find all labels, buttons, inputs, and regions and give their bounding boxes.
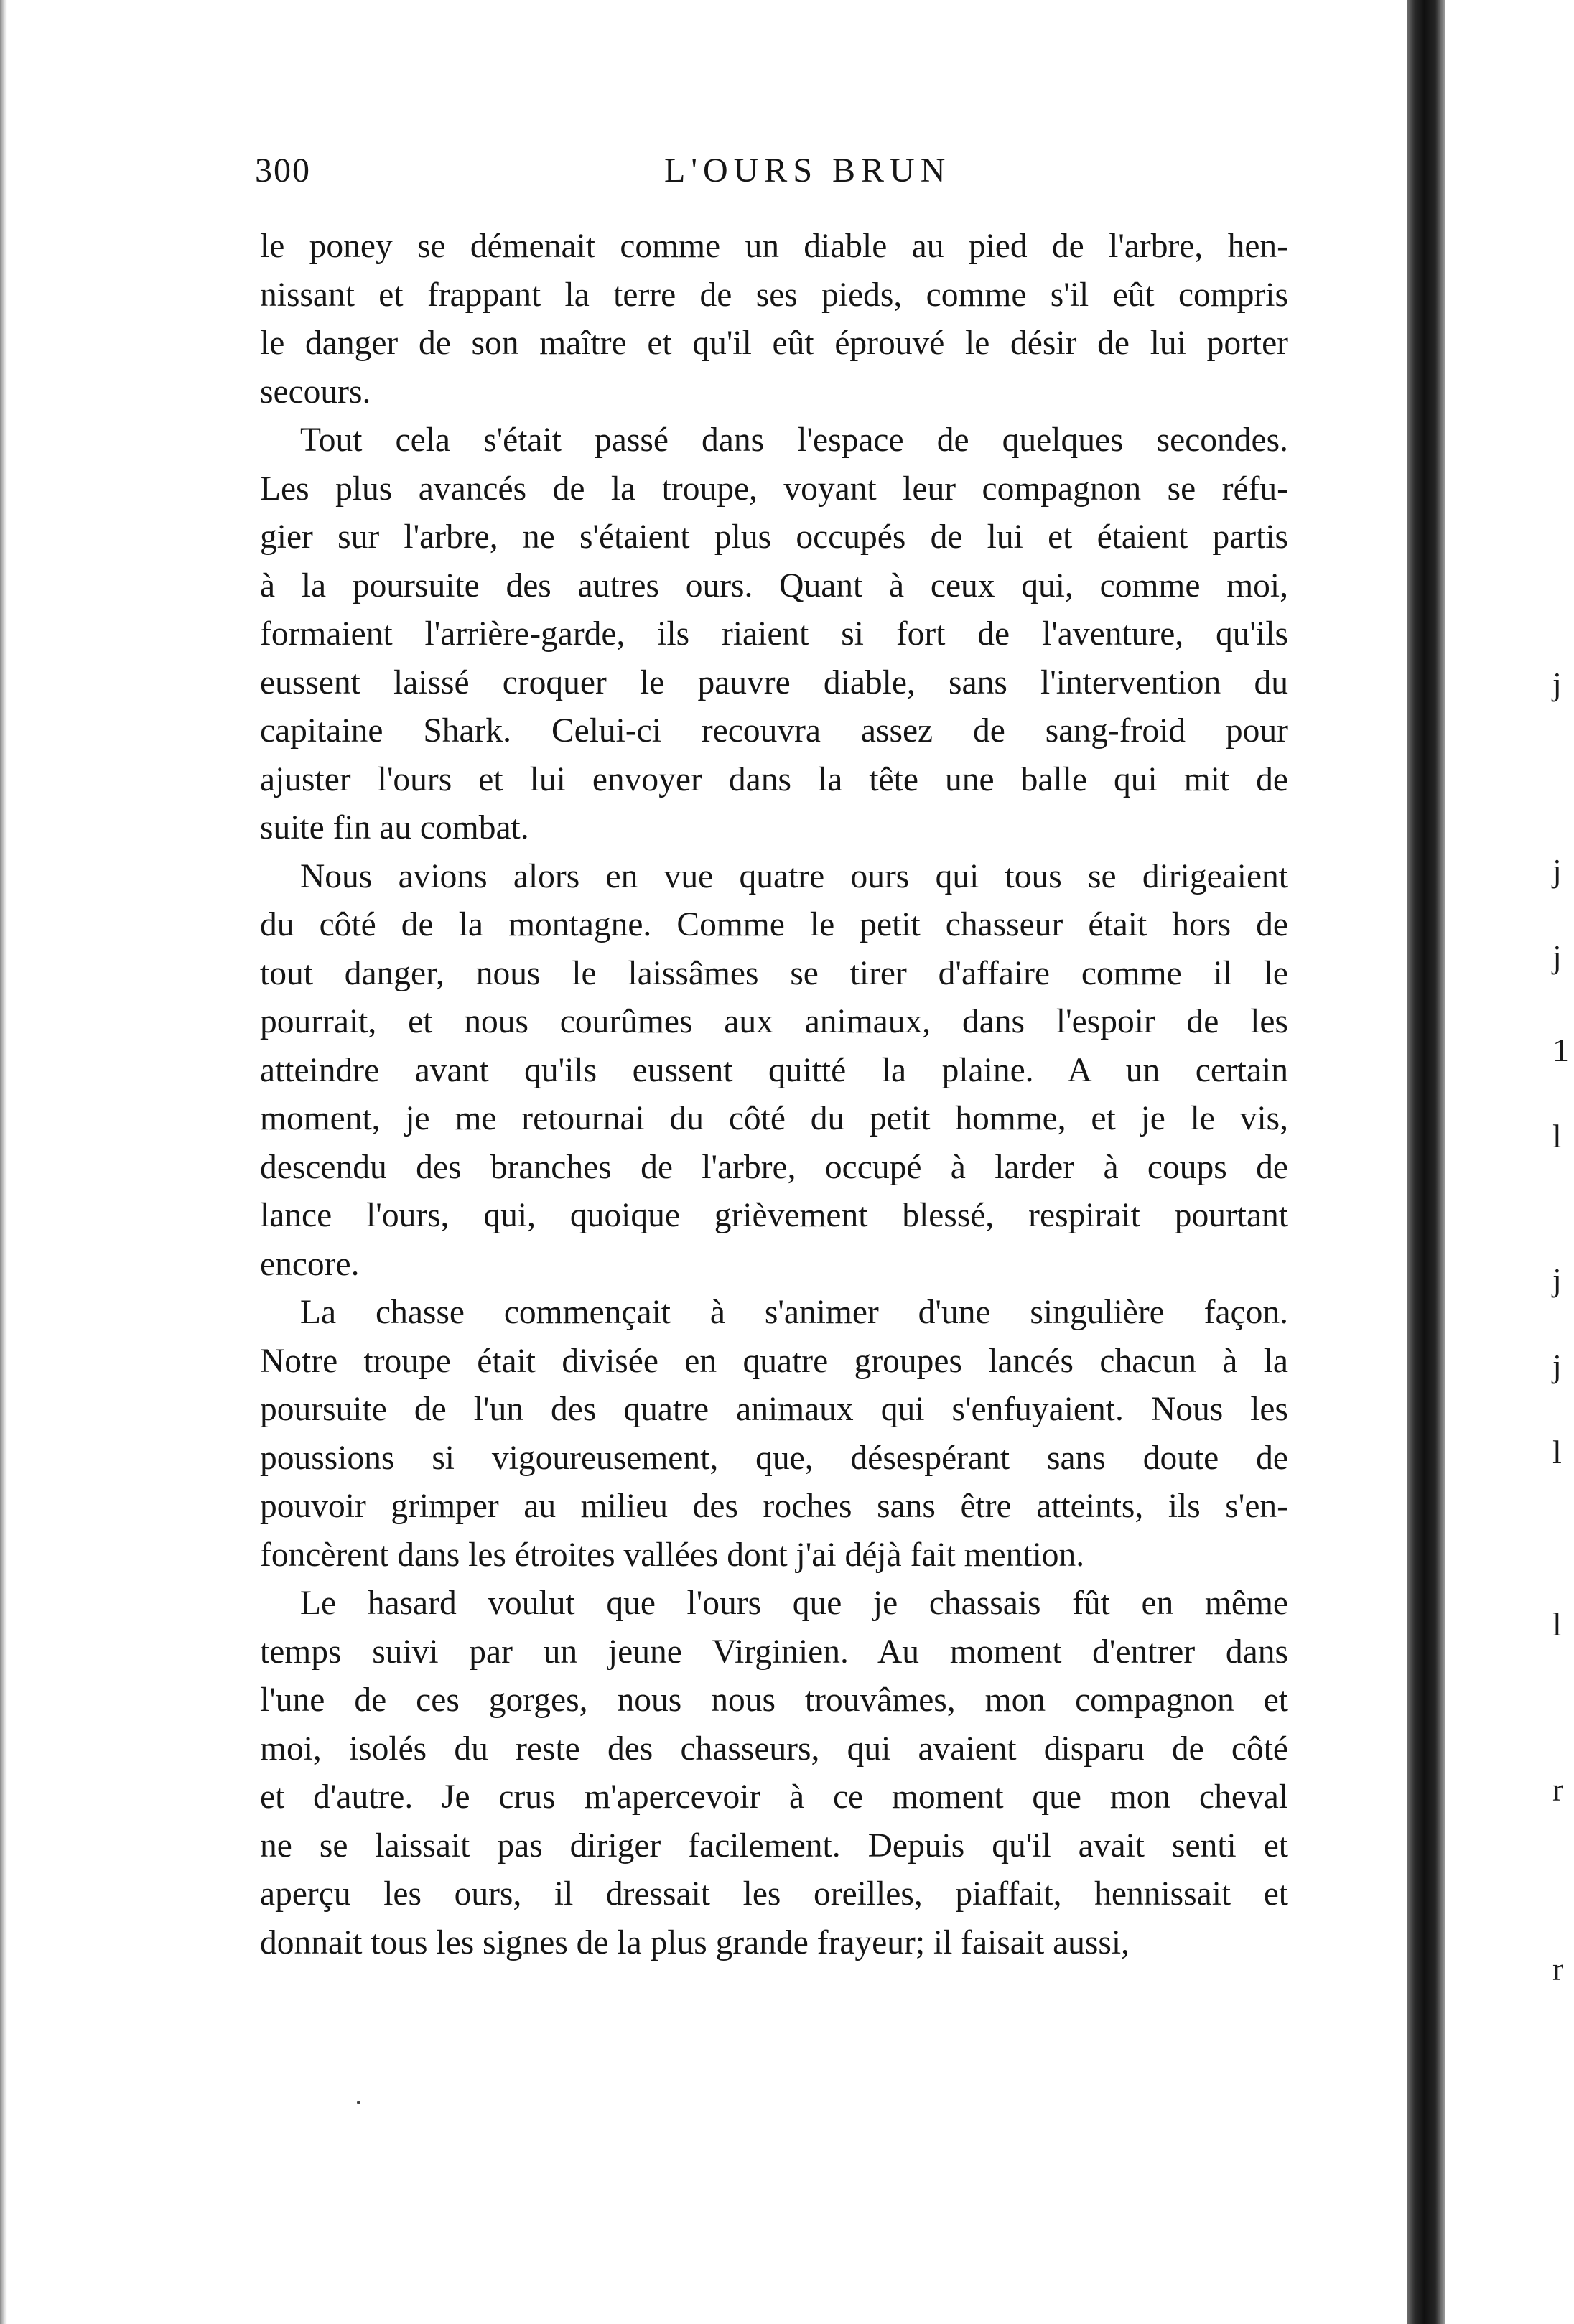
running-head <box>255 151 1296 194</box>
text-line: le danger de son maître et qu'il eût éprouvé le désir de lui porter <box>260 325 1288 362</box>
facing-page-fragment: 1 <box>1552 1032 1569 1068</box>
facing-page-fragment: j <box>1552 1261 1562 1298</box>
text-line: Notre troupe était divisée en quatre groupes lancés chacun à la <box>260 1342 1288 1380</box>
text-line: et d'autre. Je crus m'apercevoir à ce moment que mon cheval <box>260 1778 1288 1816</box>
running-title: L'OURS BRUN <box>664 151 951 190</box>
scan-speck <box>357 2101 360 2104</box>
text-line: foncèrent dans les étroites vallées dont j'ai déjà fait mention. <box>260 1536 1085 1574</box>
facing-page-fragment: l <box>1552 1434 1562 1470</box>
facing-page-fragment: j <box>1552 666 1562 702</box>
text-line: pourrait, et nous courûmes aux animaux, dans l'espoir de les <box>260 1003 1288 1040</box>
facing-page-fragment: j <box>1552 852 1562 889</box>
text-line: moment, je me retournai du côté du petit homme, et je le vis, <box>260 1100 1288 1137</box>
text-line: ne se laissait pas diriger facilement. Depuis qu'il avait senti et <box>260 1826 1288 1865</box>
book-gutter <box>1407 0 1445 2324</box>
text-line: encore. <box>260 1245 360 1283</box>
facing-page-fragment: l <box>1552 1118 1562 1154</box>
paragraph <box>260 416 1288 853</box>
facing-page-fragment: l <box>1552 1606 1562 1643</box>
text-line: tout danger, nous le laissâmes se tirer d'affaire comme il le <box>260 954 1288 992</box>
text-line: pouvoir grimper au milieu des roches sans être atteints, ils s'en- <box>260 1488 1288 1525</box>
facing-page-fragment: r <box>1552 1771 1564 1808</box>
facing-page-fragment: j <box>1552 1348 1562 1384</box>
text-line: poussions si vigoureusement, que, désespérant sans doute de <box>260 1439 1288 1477</box>
page-number: 300 <box>255 151 311 190</box>
paragraph <box>260 1579 1288 1967</box>
text-line: atteindre avant qu'ils eussent quitté la plaine. A un certain <box>260 1051 1288 1089</box>
text-line: Nous avions alors en vue quatre ours qui tous se dirigeaient <box>300 857 1288 895</box>
body-text <box>260 223 1288 1967</box>
facing-page-fragment: j <box>1552 938 1562 975</box>
text-line: l'une de ces gorges, nous nous trouvâmes, mon compagnon et <box>260 1681 1288 1719</box>
text-line: secours. <box>260 373 371 411</box>
text-line: le poney se démenait comme un diable au pied de l'arbre, hen- <box>260 228 1288 265</box>
text-line: à la poursuite des autres ours. Quant à ceux qui, comme moi, <box>260 566 1288 605</box>
text-line: lance l'ours, qui, quoique grièvement blessé, respirait pourtant <box>260 1197 1288 1234</box>
text-line: La chasse commençait à s'animer d'une singulière façon. <box>300 1294 1288 1331</box>
text-line: aperçu les ours, il dressait les oreilles, piaffait, hennissait et <box>260 1875 1288 1913</box>
page-left-edge <box>0 0 7 2324</box>
text-line: temps suivi par un jeune Virginien. Au moment d'entrer dans <box>260 1633 1288 1671</box>
paragraph <box>260 223 1288 416</box>
text-line: formaient l'arrière-garde, ils riaient si fort de l'aventure, qu'ils <box>260 615 1288 653</box>
facing-page-edge <box>1445 0 1574 2324</box>
text-line: capitaine Shark. Celui-ci recouvra assez de sang-froid pour <box>260 712 1288 750</box>
text-line: Le hasard voulut que l'ours que je chassais fût en même <box>300 1585 1288 1622</box>
facing-page-fragment: r <box>1552 1951 1564 1987</box>
text-line: donnait tous les signes de la plus grande frayeur; il faisait aussi, <box>260 1923 1130 1961</box>
text-line: eussent laissé croquer le pauvre diable, sans l'intervention du <box>260 663 1288 701</box>
text-line: ajuster l'ours et lui envoyer dans la tête une balle qui mit de <box>260 760 1288 798</box>
text-line: nissant et frappant la terre de ses pieds, comme s'il eût compris <box>260 276 1288 314</box>
text-line: poursuite de l'un des quatre animaux qui s'enfuyaient. Nous les <box>260 1391 1288 1428</box>
text-line: Les plus avancés de la troupe, voyant leur compagnon se réfu- <box>260 470 1288 508</box>
text-line: Tout cela s'était passé dans l'espace de quelques secondes. <box>300 421 1288 459</box>
text-line: descendu des branches de l'arbre, occupé à larder à coups de <box>260 1148 1288 1186</box>
text-line: du côté de la montagne. Comme le petit chasseur était hors de <box>260 906 1288 943</box>
text-line: suite fin au combat. <box>260 809 529 846</box>
paragraph <box>260 1289 1288 1579</box>
text-line: moi, isolés du reste des chasseurs, qui avaient disparu de côté <box>260 1730 1288 1768</box>
text-line: gier sur l'arbre, ne s'étaient plus occupés de lui et étaient partis <box>260 518 1288 556</box>
paragraph <box>260 853 1288 1289</box>
